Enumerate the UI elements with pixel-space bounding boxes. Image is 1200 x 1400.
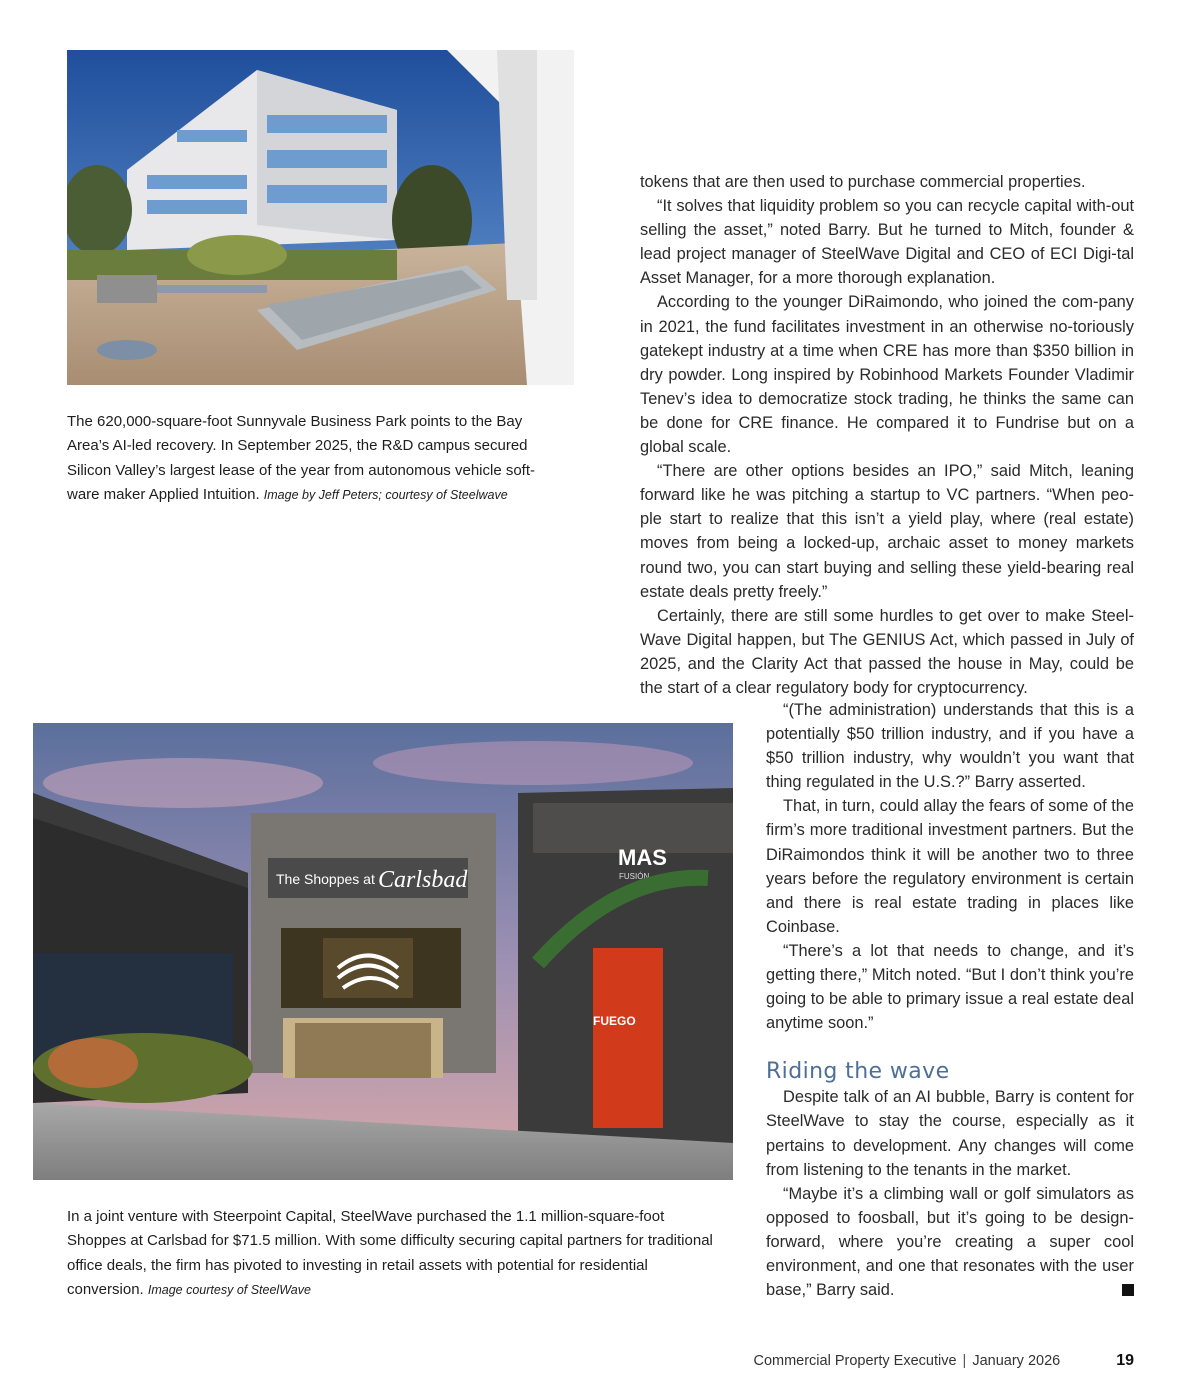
section-subhead: Riding the wave <box>766 1059 950 1085</box>
paragraph: “(The administration) understands that this is a potentially $50 trillion industry, and if you have a $50 trillion industry, why wouldn’t you want that thing regulated in the U.S.?” Barry asserted. <box>766 701 1134 792</box>
paragraph: “It solves that liquidity problem so you can recycle capital with-out selling the asset,” noted Barry. But he turned to Mitch, founder & lead project manager of SteelWave Digital and CEO of ECI Digi-tal Asset Manager, for a more thorough explanation. <box>640 197 1134 288</box>
paragraph: Despite talk of an AI bubble, Barry is content for SteelWave to stay the course, especially as it pertains to development. Any changes will come from listening to the tenants in the market. <box>766 1088 1134 1179</box>
restaurant-sign-2: FUEGO <box>593 1014 636 1028</box>
mall-sign-script: Carlsbad <box>378 867 468 893</box>
photo-credit: Image courtesy of SteelWave <box>147 1283 311 1298</box>
paragraph: That, in turn, could allay the fears of some of the firm’s more traditional investment partners. But the DiRaimondos think it will be another two to three years before the regulatory environment is certain and there is real estate trading in places like Coinbase. <box>766 797 1134 936</box>
restaurant-sub-sign: FUSIÓN <box>619 872 650 881</box>
paragraph: “There are other options besides an IPO,” said Mitch, leaning forward like he was pitching a startup to VC partners. “When peo-ple start to realize that this isn’t a yield play, where (real estate) moves from being a locked-up, archaic asset to money markets round two, you can start buying and selling these yield-bearing real estate deals pretty freely.” <box>640 462 1134 601</box>
mall-sign-text: The Shoppes at <box>276 871 375 887</box>
caption-text: The 620,000-square-foot Sunnyvale Business Park points to the Bay Area’s AI-led recovery. In September 2025, the R&D campus secured Silicon Valley’s largest lease of the year from autonomous vehicle soft-ware maker Applied Intuition. <box>67 413 536 504</box>
page-footer <box>600 1352 1134 1370</box>
end-of-article-square-icon <box>1122 1284 1134 1296</box>
paragraph-text: “Maybe it’s a climbing wall or golf simulators as opposed to foosball, but it’s going to be design-forward, where you’re creating a super cool environment, and one that resonates with the user base,” Barry said. <box>766 1184 1134 1300</box>
photo-credit: Image by Jeff Peters; courtesy of Steelwave <box>263 488 508 503</box>
page-number: 19 <box>1116 1352 1134 1369</box>
issue-date: January 2026 <box>972 1353 1061 1369</box>
photo-caption-1 <box>67 410 567 508</box>
office-campus-photo <box>67 50 574 385</box>
paragraph <box>766 1182 1134 1302</box>
shoppes-at-carlsbad-photo <box>33 723 733 1180</box>
paragraph: Certainly, there are still some hurdles to get over to make Steel-Wave Digital happen, but The GENIUS Act, which passed in July of 2025, and the Clarity Act that passed the house in May, could be the start of a clear regulatory body for cryptocurrency. <box>640 606 1134 697</box>
photo-caption-2 <box>67 1205 727 1303</box>
paragraph: According to the younger DiRaimondo, who joined the com-pany in 2021, the fund facilitates investment in an otherwise no-toriously gatekept industry at a time when CRE has more than $350 billion in dry powder. Long inspired by Robinhood Markets Founder Vladimir Tenev’s idea to democratize stock trading, he thinks the same can be done for CRE finance. He compared it to Fundrise but on a global scale. <box>640 293 1134 457</box>
paragraph: tokens that are then used to purchase commercial properties. <box>640 173 1086 191</box>
article-column-top <box>640 170 1134 700</box>
caption-text: In a joint venture with Steerpoint Capital, SteelWave purchased the 1.1 million-square-foot Shoppes at Carlsbad for $71.5 million. With some difficulty securing capital partners for traditional office deals, the firm has pivoted to investing in retail assets with potential for residential conversion. <box>67 1208 713 1299</box>
footer-separator: | <box>962 1353 967 1369</box>
article-column-bottom <box>766 698 1134 1302</box>
publication-name: Commercial Property Executive <box>753 1353 957 1369</box>
paragraph: “There’s a lot that needs to change, and it’s getting there,” Mitch noted. “But I don’t think you’re going to be able to primary issue a real estate deal anytime soon.” <box>766 941 1134 1033</box>
restaurant-sign: MAS <box>618 845 667 870</box>
